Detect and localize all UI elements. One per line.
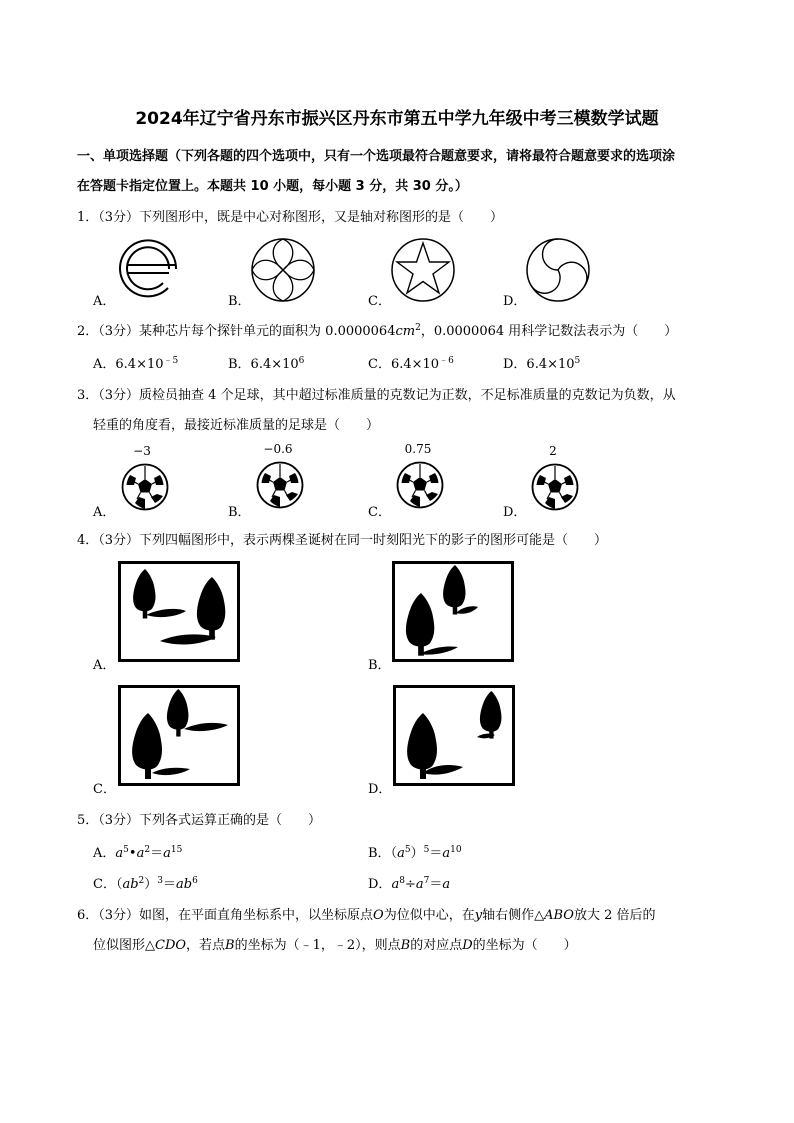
q3-ball-a — [121, 463, 169, 511]
q6-stem-line2 — [93, 934, 577, 953]
q6-var-o: O — [373, 908, 384, 923]
q6-text-1: 6．（3分）如图，在平面直角坐标系中，以坐标原点 — [77, 908, 374, 923]
q1-stem: 1．（3分）下列图形中，既是中心对称图形，又是轴对称图形的是（ ） — [77, 210, 504, 225]
q5-option-b: B．$(a^5)^5=a^{10}$ — [368, 845, 462, 861]
q3-ball-c-value: 0.75 — [404, 442, 432, 456]
q6-var-d: D — [462, 938, 473, 953]
soccer-ball-icon — [121, 463, 169, 511]
q4-figure-b — [392, 561, 514, 662]
q3-ball-c — [396, 461, 444, 509]
q2-option-a-exp: ﹣5 — [163, 356, 179, 366]
q5-option-c-label: C． — [93, 877, 116, 892]
q2-option-a-base: A．6.4×10 — [93, 357, 164, 372]
soccer-ball-icon — [396, 461, 444, 509]
q4-option-c-label: C． — [93, 782, 116, 797]
q5-option-a: A．$a^5•a^2=a^{15}$ — [93, 845, 183, 861]
q1-figure-b — [250, 237, 316, 303]
q1-option-d-label: D． — [503, 294, 527, 309]
q2-stem — [77, 320, 677, 339]
page-title: 2024年辽宁省丹东市振兴区丹东市第五中学九年级中考三模数学试题 — [135, 109, 659, 129]
q2-option-c-exp: ﹣6 — [439, 356, 454, 366]
q6-text-4: 放大 2 倍后的 — [573, 908, 656, 923]
triple-swirl-icon — [525, 237, 591, 303]
q2-stem-part1: 2．（3分）某种芯片每个探针单元的面积为 0.0000064 — [77, 324, 396, 339]
q5-option-a-label: A． — [93, 846, 116, 861]
q3-option-c-label: C． — [368, 505, 391, 520]
soccer-ball-icon — [256, 461, 304, 509]
q6-var-abo: ABO — [544, 908, 574, 923]
q5-stem: 5．（3分）下列各式运算正确的是（ ） — [77, 813, 322, 828]
section-heading-line2: 在答题卡指定位置上。本题共 10 小题，每小题 3 分，共 30 分。） — [77, 179, 468, 194]
q4-figure-a — [118, 561, 240, 662]
section-heading-line1: 一、单项选择题（下列各题的四个选项中，只有一个选项最符合题意要求，请将最符合题意要求的选项涂 — [77, 149, 676, 164]
q6-stem-line1 — [77, 904, 655, 923]
q2-option-c-base: C．6.4×10 — [368, 357, 440, 372]
q2-option-c — [368, 353, 454, 372]
q4-figure-d — [393, 685, 515, 786]
q1-option-c-label: C． — [368, 294, 391, 309]
q2-unit-exp: 2 — [415, 323, 421, 333]
q5-option-d: D．$a^8\div a^7=a$ — [368, 876, 451, 892]
q3-ball-a-value: −3 — [133, 444, 151, 458]
q4-option-a-label: A． — [93, 658, 116, 673]
q5-option-c: C．$(ab^2)^3=ab^6$ — [93, 876, 198, 892]
q6-var-b: B — [225, 938, 235, 953]
q4-figure-c — [118, 685, 240, 786]
q5-option-b-label: B． — [368, 846, 391, 861]
q2-option-b-base: B．6.4×10 — [228, 357, 299, 372]
letter-e-icon — [116, 238, 182, 300]
q3-option-b-label: B． — [228, 505, 251, 520]
q6-var-b2: B — [400, 938, 411, 953]
q4-option-d-label: D． — [368, 782, 392, 797]
trees-shadows-picture — [393, 685, 515, 786]
q2-stem-part2: ，0.0000064 用科学记数法表示为（ ） — [420, 324, 678, 339]
q2-option-b — [228, 353, 304, 372]
q3-stem-line2: 轻重的角度看，最接近标准质量的足球是（ ） — [93, 418, 380, 433]
q6-text-7: 的坐标为（﹣1，﹣2），则点 — [234, 938, 401, 953]
q6-text-2: 为位似中心，在 — [383, 908, 475, 923]
q6-text-9: 的坐标为（ ） — [472, 938, 577, 953]
q2-option-d-exp: 5 — [574, 356, 581, 366]
q6-var-cdo: CDO — [155, 938, 187, 953]
q6-text-5: 位似图形△ — [93, 938, 155, 953]
q3-stem-line1: 3．（3分）质检员抽查 4 个足球，其中超过标准质量的克数记为正数，不足标准质量的克数记为负数，从 — [77, 388, 676, 403]
q4-option-b-label: B． — [368, 658, 391, 673]
q3-ball-d-value: 2 — [549, 444, 557, 458]
q1-figure-c — [390, 237, 456, 303]
q6-text-3: 轴右侧作△ — [482, 908, 545, 923]
q3-ball-b-value: −0.6 — [263, 442, 293, 456]
q1-option-b-label: B． — [228, 294, 251, 309]
trees-shadows-picture — [118, 685, 240, 786]
q3-ball-d — [531, 463, 579, 511]
q3-option-d-label: D． — [503, 505, 527, 520]
q3-ball-b — [256, 461, 304, 509]
q2-option-d-base: D．6.4×10 — [503, 357, 575, 372]
trees-shadows-picture — [392, 561, 514, 662]
q3-option-a-label: A． — [93, 505, 116, 520]
q4-stem: 4．（3分）下列四幅图形中，表示两棵圣诞树在同一时刻阳光下的影子的图形可能是（ ） — [77, 533, 608, 548]
q6-var-y: y — [474, 908, 483, 923]
trees-shadows-picture — [118, 561, 240, 662]
four-petal-flower-icon — [250, 237, 316, 303]
q6-text-8: 的对应点 — [410, 938, 463, 953]
q6-text-6: ，若点 — [186, 938, 226, 953]
star-in-circle-icon — [390, 237, 456, 303]
q1-figure-a — [116, 238, 182, 300]
q5-option-d-label: D． — [368, 877, 392, 892]
q1-option-a-label: A． — [93, 294, 116, 309]
q2-option-b-exp: 6 — [298, 356, 305, 366]
q2-option-a — [93, 353, 178, 372]
q2-option-d — [503, 353, 580, 372]
soccer-ball-icon — [531, 463, 579, 511]
q2-unit: cm — [395, 324, 416, 339]
q1-figure-d — [525, 237, 591, 303]
